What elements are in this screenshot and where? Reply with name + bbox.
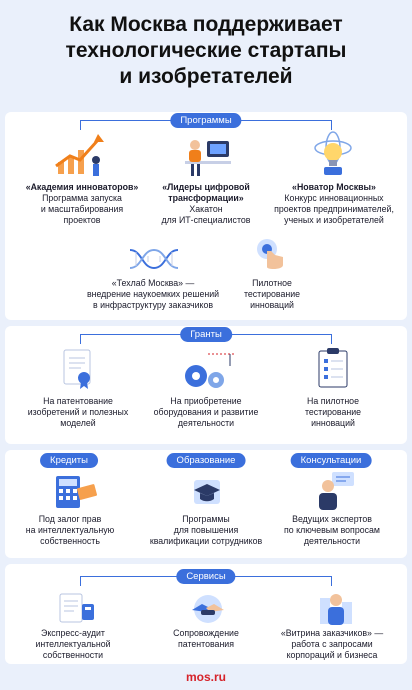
grant-pilot-testing: На пилотное тестирование инноваций: [304, 396, 362, 428]
program-digital-leaders: «Лидеры цифровой трансформации» Хакатон для ИТ-специалистов: [161, 182, 251, 225]
growth-chart-icon: [52, 132, 112, 178]
section-label-credits: Кредиты: [40, 453, 98, 468]
developer-desk-icon: [177, 135, 235, 179]
title-line-3: и изобретателей: [119, 65, 293, 88]
business-showcase-icon: [316, 588, 356, 628]
lightbulb-atom-icon: [312, 130, 354, 178]
section-label-consulting: Консультации: [291, 453, 372, 468]
education-programs: Программы для повышения квалификации сотрудников: [149, 514, 263, 546]
audit-document-icon: [56, 590, 98, 626]
handshake-icon: [186, 594, 230, 624]
page-title: [0, 12, 412, 90]
section-label-grants: Гранты: [180, 327, 232, 342]
section-label-services: Сервисы: [176, 569, 235, 584]
section-label-programs: Программы: [170, 113, 241, 128]
mos-ru-logo[interactable]: mos.ru: [185, 670, 226, 684]
grant-patenting: На патентование изобретений и полезных моделей: [27, 396, 129, 428]
touch-button-icon: [253, 237, 289, 273]
section-label-education: Образование: [167, 453, 246, 468]
checklist-clipboard-icon: [315, 346, 351, 390]
patent-document-icon: [56, 346, 100, 390]
service-ip-audit: Экспресс-аудит интеллектуальной собственности: [35, 628, 111, 660]
graduation-cap-icon: [190, 476, 224, 508]
calculator-money-icon: [50, 472, 100, 512]
expert-consultant-icon: [314, 470, 358, 512]
title-line-1: Как Москва поддерживает: [69, 13, 343, 36]
program-moscow-innovator: «Новатор Москвы» Конкурс инновационных проектов предпринимателей, ученых и изобретателей: [274, 182, 394, 225]
consulting-experts: Ведущих экспертов по ключевым вопросам деятельности: [284, 514, 380, 546]
service-patent-support: Сопровождение патентования: [173, 628, 239, 649]
dna-icon: [128, 244, 180, 274]
program-techlab: «Техлаб Москва» — внедрение наукоемких решений в инфраструктуру заказчиков: [86, 278, 220, 310]
gears-equipment-icon: [178, 350, 236, 392]
title-line-2: технологические стартапы: [65, 39, 347, 62]
program-academy: «Академия инноваторов» Программа запуска и масштабирования проектов: [25, 182, 139, 225]
credit-ip-collateral: Под залог прав на интеллектуальную собственность: [25, 514, 115, 546]
grant-equipment: На приобретение оборудования и развитие деятельности: [153, 396, 259, 428]
program-pilot-testing: Пилотное тестирование инноваций: [243, 278, 301, 310]
service-customer-showcase: «Витрина заказчиков» — работа с запросами корпораций и бизнеса: [280, 628, 384, 660]
